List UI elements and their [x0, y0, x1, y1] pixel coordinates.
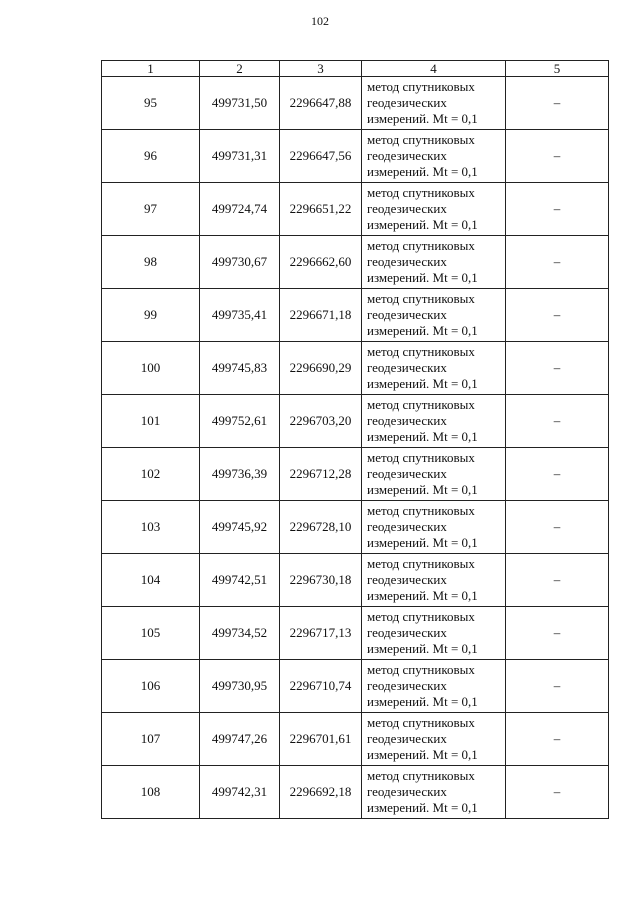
- table-row: [102, 395, 609, 448]
- method-line-3: измерений. Mt = 0,1: [367, 323, 478, 338]
- method-line-2: геодезических: [367, 413, 447, 428]
- method-line-2: геодезических: [367, 148, 447, 163]
- method-cell: [362, 501, 506, 554]
- x-coordinate-cell: 499752,61: [200, 395, 280, 448]
- table-row: [102, 183, 609, 236]
- point-number-cell: 95: [102, 77, 200, 130]
- method-cell: [362, 660, 506, 713]
- point-number-cell: 105: [102, 607, 200, 660]
- y-coordinate-cell: 2296710,74: [280, 660, 362, 713]
- method-line-3: измерений. Mt = 0,1: [367, 217, 478, 232]
- method-line-2: геодезических: [367, 519, 447, 534]
- note-cell: –: [506, 130, 609, 183]
- method-cell: [362, 554, 506, 607]
- point-number-cell: 100: [102, 342, 200, 395]
- point-number-cell: 98: [102, 236, 200, 289]
- page-number: 102: [311, 14, 329, 28]
- table-row: [102, 342, 609, 395]
- x-coordinate-cell: 499742,51: [200, 554, 280, 607]
- point-number-cell: 96: [102, 130, 200, 183]
- column-header-2: 2: [200, 61, 280, 77]
- table-header-row: [102, 61, 609, 77]
- point-number-cell: 107: [102, 713, 200, 766]
- table-row: [102, 713, 609, 766]
- note-cell: –: [506, 766, 609, 819]
- method-line-1: метод спутниковых: [367, 715, 475, 730]
- method-line-1: метод спутниковых: [367, 291, 475, 306]
- method-line-2: геодезических: [367, 678, 447, 693]
- y-coordinate-cell: 2296701,61: [280, 713, 362, 766]
- table-body: [102, 77, 609, 819]
- column-header-1: 1: [102, 61, 200, 77]
- y-coordinate-cell: 2296692,18: [280, 766, 362, 819]
- method-line-1: метод спутниковых: [367, 238, 475, 253]
- method-line-3: измерений. Mt = 0,1: [367, 164, 478, 179]
- method-line-3: измерений. Mt = 0,1: [367, 588, 478, 603]
- point-number-cell: 103: [102, 501, 200, 554]
- table-row: [102, 607, 609, 660]
- method-cell: [362, 342, 506, 395]
- point-number-cell: 97: [102, 183, 200, 236]
- note-cell: –: [506, 713, 609, 766]
- note-cell: –: [506, 607, 609, 660]
- x-coordinate-cell: 499735,41: [200, 289, 280, 342]
- y-coordinate-cell: 2296647,56: [280, 130, 362, 183]
- column-header-3: 3: [280, 61, 362, 77]
- y-coordinate-cell: 2296717,13: [280, 607, 362, 660]
- table-row: [102, 501, 609, 554]
- y-coordinate-cell: 2296728,10: [280, 501, 362, 554]
- note-cell: –: [506, 554, 609, 607]
- table-row: [102, 554, 609, 607]
- point-number-cell: 106: [102, 660, 200, 713]
- coordinates-table: [101, 60, 609, 819]
- note-cell: –: [506, 236, 609, 289]
- y-coordinate-cell: 2296651,22: [280, 183, 362, 236]
- method-line-3: измерений. Mt = 0,1: [367, 376, 478, 391]
- method-line-1: метод спутниковых: [367, 609, 475, 624]
- method-line-3: измерений. Mt = 0,1: [367, 800, 478, 815]
- method-line-1: метод спутниковых: [367, 79, 475, 94]
- y-coordinate-cell: 2296730,18: [280, 554, 362, 607]
- method-line-3: измерений. Mt = 0,1: [367, 641, 478, 656]
- y-coordinate-cell: 2296712,28: [280, 448, 362, 501]
- method-cell: [362, 607, 506, 660]
- method-line-1: метод спутниковых: [367, 768, 475, 783]
- method-cell: [362, 289, 506, 342]
- y-coordinate-cell: 2296671,18: [280, 289, 362, 342]
- method-line-3: измерений. Mt = 0,1: [367, 270, 478, 285]
- method-line-2: геодезических: [367, 784, 447, 799]
- method-cell: [362, 766, 506, 819]
- method-line-2: геодезических: [367, 307, 447, 322]
- method-line-1: метод спутниковых: [367, 344, 475, 359]
- table-row: [102, 130, 609, 183]
- x-coordinate-cell: 499736,39: [200, 448, 280, 501]
- y-coordinate-cell: 2296690,29: [280, 342, 362, 395]
- table-row: [102, 660, 609, 713]
- x-coordinate-cell: 499747,26: [200, 713, 280, 766]
- note-cell: –: [506, 289, 609, 342]
- method-line-2: геодезических: [367, 731, 447, 746]
- x-coordinate-cell: 499730,95: [200, 660, 280, 713]
- method-line-2: геодезических: [367, 254, 447, 269]
- point-number-cell: 104: [102, 554, 200, 607]
- table-row: [102, 289, 609, 342]
- method-line-3: измерений. Mt = 0,1: [367, 111, 478, 126]
- x-coordinate-cell: 499731,50: [200, 77, 280, 130]
- method-line-1: метод спутниковых: [367, 132, 475, 147]
- method-cell: [362, 448, 506, 501]
- y-coordinate-cell: 2296662,60: [280, 236, 362, 289]
- column-header-4: 4: [362, 61, 506, 77]
- method-line-3: измерений. Mt = 0,1: [367, 482, 478, 497]
- note-cell: –: [506, 342, 609, 395]
- method-line-2: геодезических: [367, 625, 447, 640]
- method-line-1: метод спутниковых: [367, 662, 475, 677]
- method-line-3: измерений. Mt = 0,1: [367, 694, 478, 709]
- note-cell: –: [506, 395, 609, 448]
- method-line-1: метод спутниковых: [367, 503, 475, 518]
- table-row: [102, 448, 609, 501]
- x-coordinate-cell: 499742,31: [200, 766, 280, 819]
- method-line-2: геодезических: [367, 201, 447, 216]
- note-cell: –: [506, 77, 609, 130]
- method-cell: [362, 183, 506, 236]
- method-line-3: измерений. Mt = 0,1: [367, 429, 478, 444]
- y-coordinate-cell: 2296703,20: [280, 395, 362, 448]
- method-cell: [362, 77, 506, 130]
- method-line-2: геодезических: [367, 95, 447, 110]
- method-line-1: метод спутниковых: [367, 185, 475, 200]
- point-number-cell: 101: [102, 395, 200, 448]
- method-line-3: измерений. Mt = 0,1: [367, 535, 478, 550]
- table-row: [102, 236, 609, 289]
- note-cell: –: [506, 660, 609, 713]
- method-cell: [362, 395, 506, 448]
- method-line-2: геодезических: [367, 572, 447, 587]
- method-line-1: метод спутниковых: [367, 556, 475, 571]
- note-cell: –: [506, 448, 609, 501]
- column-header-5: 5: [506, 61, 609, 77]
- x-coordinate-cell: 499730,67: [200, 236, 280, 289]
- method-line-3: измерений. Mt = 0,1: [367, 747, 478, 762]
- y-coordinate-cell: 2296647,88: [280, 77, 362, 130]
- method-line-2: геодезических: [367, 360, 447, 375]
- note-cell: –: [506, 183, 609, 236]
- point-number-cell: 102: [102, 448, 200, 501]
- x-coordinate-cell: 499724,74: [200, 183, 280, 236]
- point-number-cell: 99: [102, 289, 200, 342]
- x-coordinate-cell: 499745,83: [200, 342, 280, 395]
- table-row: [102, 766, 609, 819]
- method-line-1: метод спутниковых: [367, 450, 475, 465]
- method-line-2: геодезических: [367, 466, 447, 481]
- method-cell: [362, 713, 506, 766]
- method-line-1: метод спутниковых: [367, 397, 475, 412]
- x-coordinate-cell: 499734,52: [200, 607, 280, 660]
- method-cell: [362, 236, 506, 289]
- x-coordinate-cell: 499745,92: [200, 501, 280, 554]
- table-row: [102, 77, 609, 130]
- note-cell: –: [506, 501, 609, 554]
- x-coordinate-cell: 499731,31: [200, 130, 280, 183]
- method-cell: [362, 130, 506, 183]
- point-number-cell: 108: [102, 766, 200, 819]
